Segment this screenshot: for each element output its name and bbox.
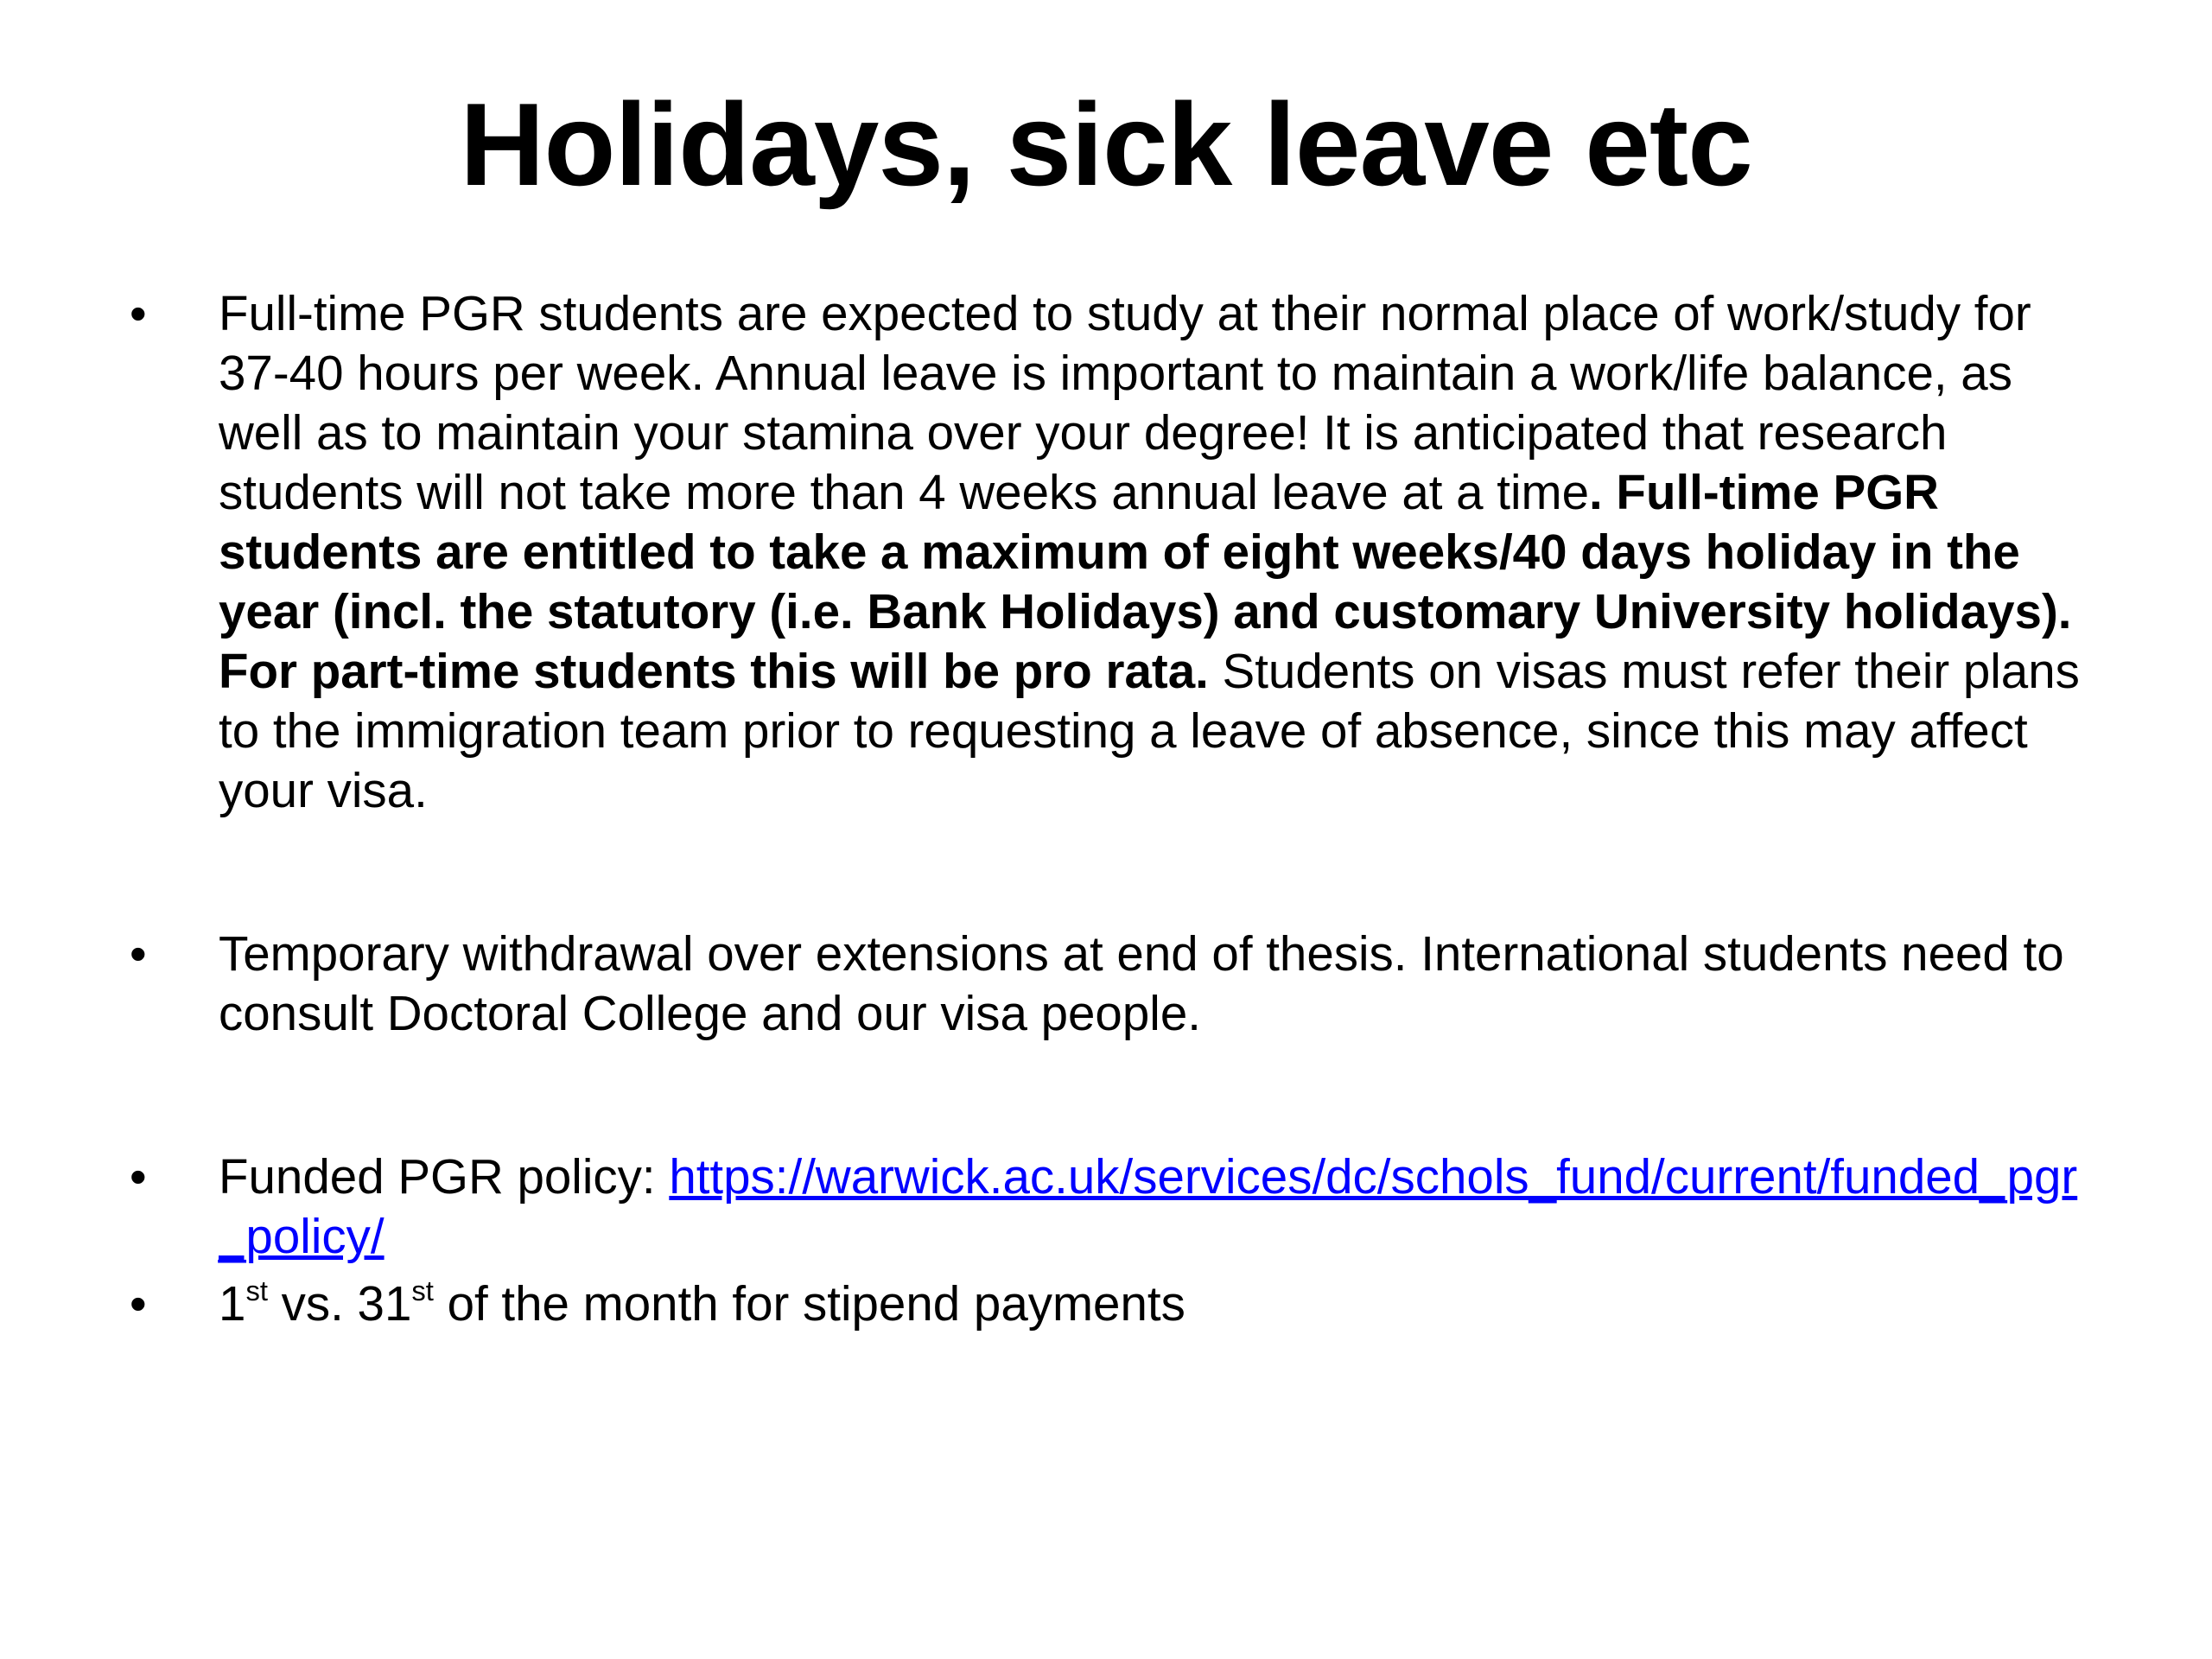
superscript: st bbox=[245, 1274, 268, 1306]
bullet-text: 1 bbox=[219, 1276, 246, 1331]
bullet-text: Temporary withdrawal over extensions at end of thesis. International students need to consult Doctoral College and our visa people. bbox=[219, 926, 2064, 1040]
bullet-icon: • bbox=[130, 1276, 147, 1331]
superscript: st bbox=[411, 1274, 434, 1306]
bullet-text: vs. 31 bbox=[267, 1276, 412, 1331]
bullet-text: Full-time PGR students are expected to study at their normal place of work/study for 37-40 hours per week. Annual leave is important to maintain a work/life balance, as well as to maintain your stamina over your degree! It is anticipated that research students will not take more than 4 weeks annual leave at a time bbox=[219, 286, 2031, 519]
slide-title: Holidays, sick leave etc bbox=[460, 79, 1752, 210]
bullet-item-withdrawal bbox=[130, 924, 2104, 1043]
bullet-bold-text: . Full-time PGR students are entitled to take a maximum of eight weeks/40 days holiday in the year (incl. the statutory (i.e. Bank Holidays) and customary University holidays). For part-time students this will be pro rata. bbox=[219, 465, 2072, 698]
bullet-text: Students on visas must refer their plans to the immigration team prior to requesting a leave of absence, since this may affect your visa. bbox=[219, 644, 2080, 817]
bullet-icon: • bbox=[130, 926, 147, 981]
bullet-list bbox=[130, 283, 2104, 1333]
bullet-item-holidays bbox=[130, 283, 2104, 820]
bullet-item-stipend bbox=[130, 1274, 2104, 1333]
funded-pgr-policy-link[interactable]: https://warwick.ac.uk/services/dc/schols_fund/current/funded_pgr_policy/ bbox=[219, 1149, 2078, 1263]
bullet-icon: • bbox=[130, 286, 147, 340]
bullet-text: of the month for stipend payments bbox=[433, 1276, 1185, 1331]
bullet-item-funded-policy bbox=[130, 1147, 2104, 1266]
bullet-icon: • bbox=[130, 1149, 147, 1204]
bullet-label: Funded PGR policy: bbox=[219, 1149, 670, 1204]
